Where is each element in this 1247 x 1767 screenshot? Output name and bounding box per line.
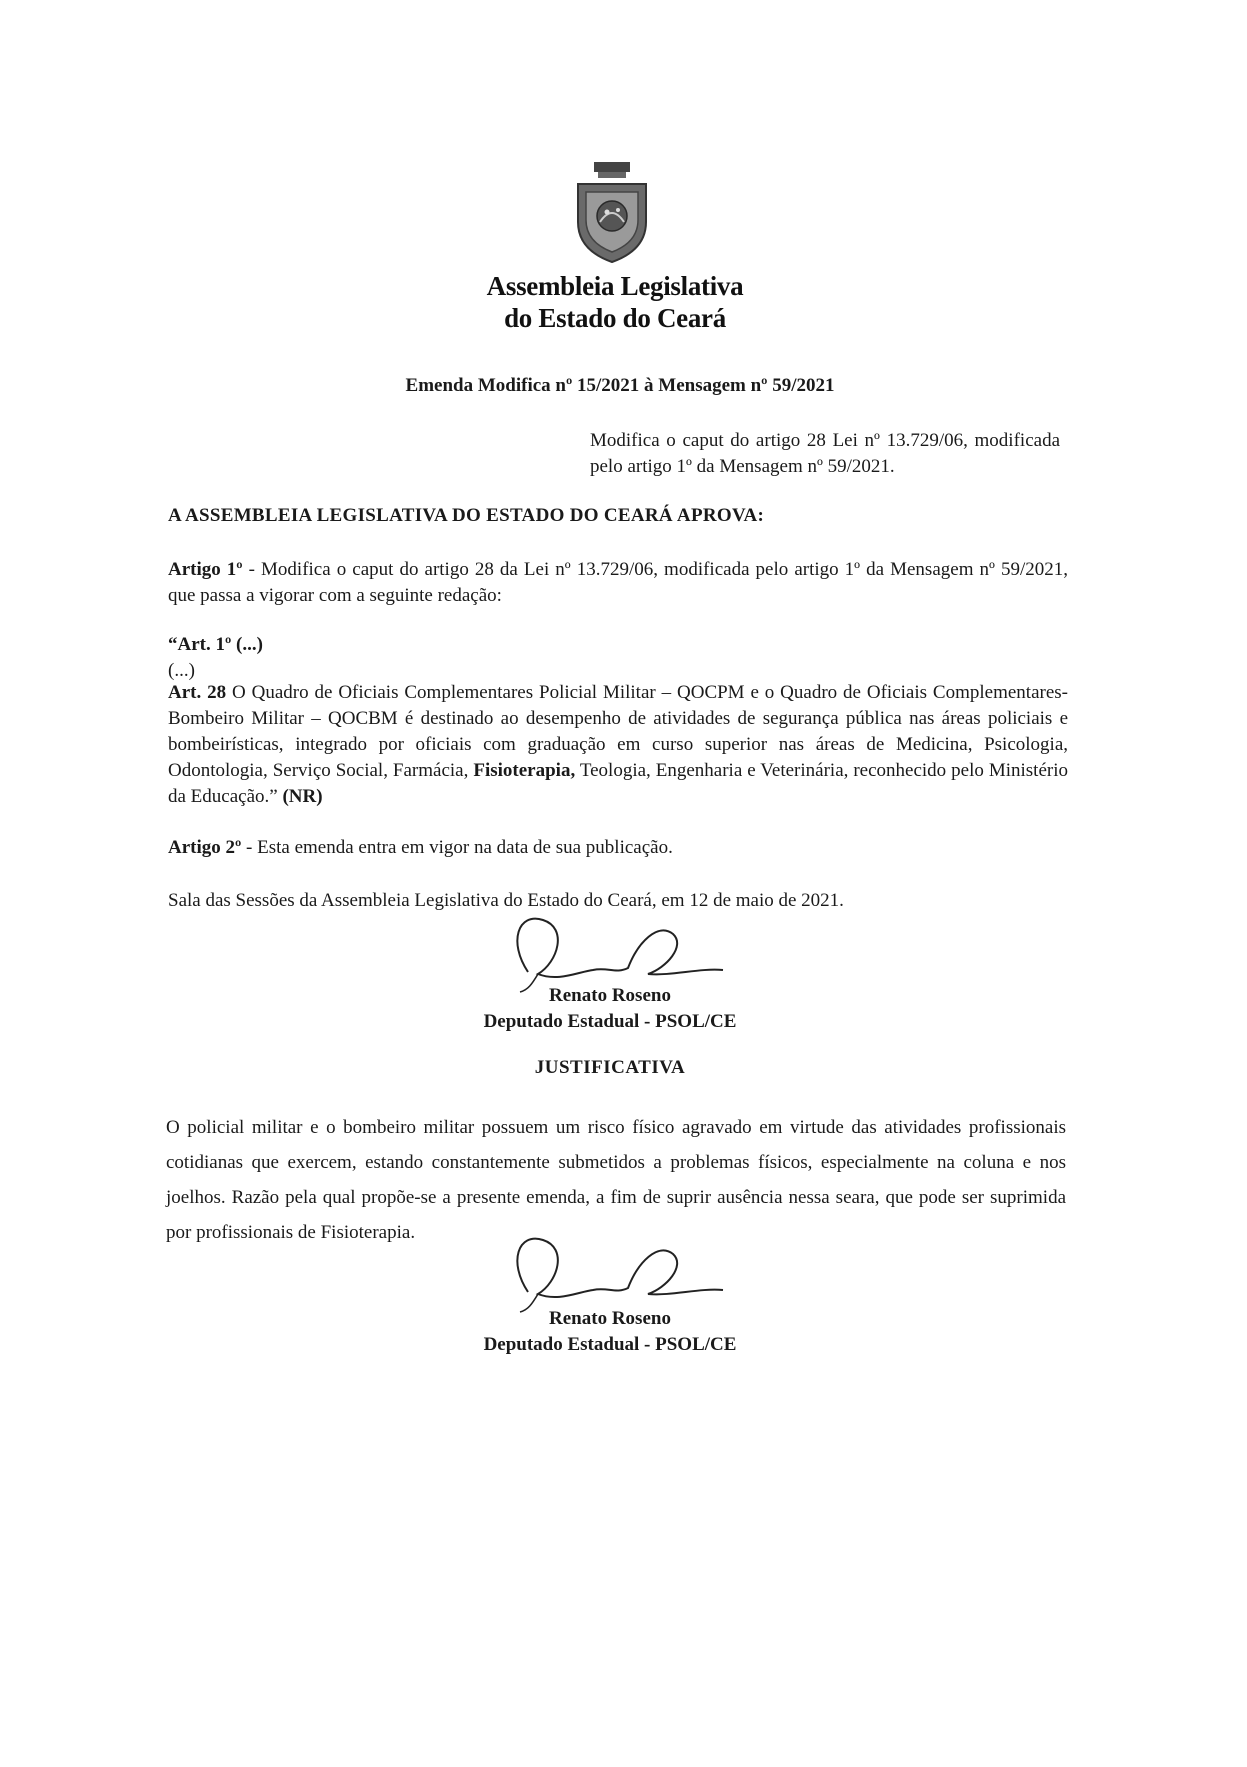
signatory-role: Deputado Estadual - PSOL/CE [483,1011,737,1032]
ementa: Modifica o caput do artigo 28 Lei nº 13.729/06, modificada pelo artigo 1º da Mensagem nº 59/2021. [590,430,1060,477]
handwritten-signature [498,1232,738,1317]
justification-title: JUSTIFICATIVA [534,1057,686,1078]
session-line: Sala das Sessões da Assembleia Legislativa do Estado do Ceará, em 12 de maio de 2021. [168,890,844,911]
article-1-label: Artigo 1º [168,559,243,580]
signatory-role: Deputado Estadual - PSOL/CE [483,1334,737,1355]
article-28-text-1: O Quadro de Oficiais Complementares Policial Militar – QOCPM e o Quadro de Oficiais Complementares-Bombeiro Militar – QOCBM é destinado ao desempenho de atividades de segurança pública nas áreas policiais e bombeirísticas, integrado por oficiais com graduação em curso superior nas áreas de Medicina, Psicologia, Odontologia, Serviço Social, Farmácia, [168,682,1068,781]
approval-statement: A ASSEMBLEIA LEGISLATIVA DO ESTADO DO CEARÁ APROVA: [168,505,765,526]
article-2-label: Artigo 2º [168,837,242,858]
article-1 [168,557,1068,609]
article-28-text-2: Teologia, Engenharia e Veterinária, reconhecido pelo Ministério da Educação.” [168,760,1068,807]
article-2-text: - Esta emenda entra em vigor na data de sua publicação. [241,837,673,858]
state-coat-of-arms-icon [572,160,652,264]
document-title: Emenda Modifica nº 15/2021 à Mensagem nº 59/2021 [405,375,835,396]
quoted-article [168,632,1068,684]
article-1-text: - Modifica o caput do artigo 28 da Lei nº 13.729/06, modificada pelo artigo 1º da Mensagem nº 59/2021, que passa a vigorar com a seguinte redação: [168,559,1068,606]
justification-text: O policial militar e o bombeiro militar possuem um risco físico agravado em virtude das atividades profissionais cotidianas que exercem, estando constantemente submetidos a problemas físicos, especialmente na coluna e nos joelhos. Razão pela qual propõe-se a presente emenda, a fim de suprir ausência nessa seara, que pode ser suprimida por profissionais de Fisioterapia. [166,1117,1066,1243]
article-28-highlight: Fisioterapia, [473,760,576,781]
article-28 [168,680,1068,810]
institution-name [400,270,830,334]
signatory-name: Renato Roseno [549,985,671,1006]
article-2 [168,835,1068,861]
signature-block [440,1306,780,1358]
institution-line-2: do Estado do Ceará [504,303,726,333]
article-28-label: Art. 28 [168,682,227,703]
article-28-note: (NR) [282,786,323,807]
signatory-name: Renato Roseno [549,1308,671,1329]
institution-line-1: Assembleia Legislativa [486,271,744,301]
quoted-line-1: “Art. 1º (...) [168,634,263,655]
signature-block [440,983,780,1035]
quoted-line-2: (...) [168,660,195,681]
